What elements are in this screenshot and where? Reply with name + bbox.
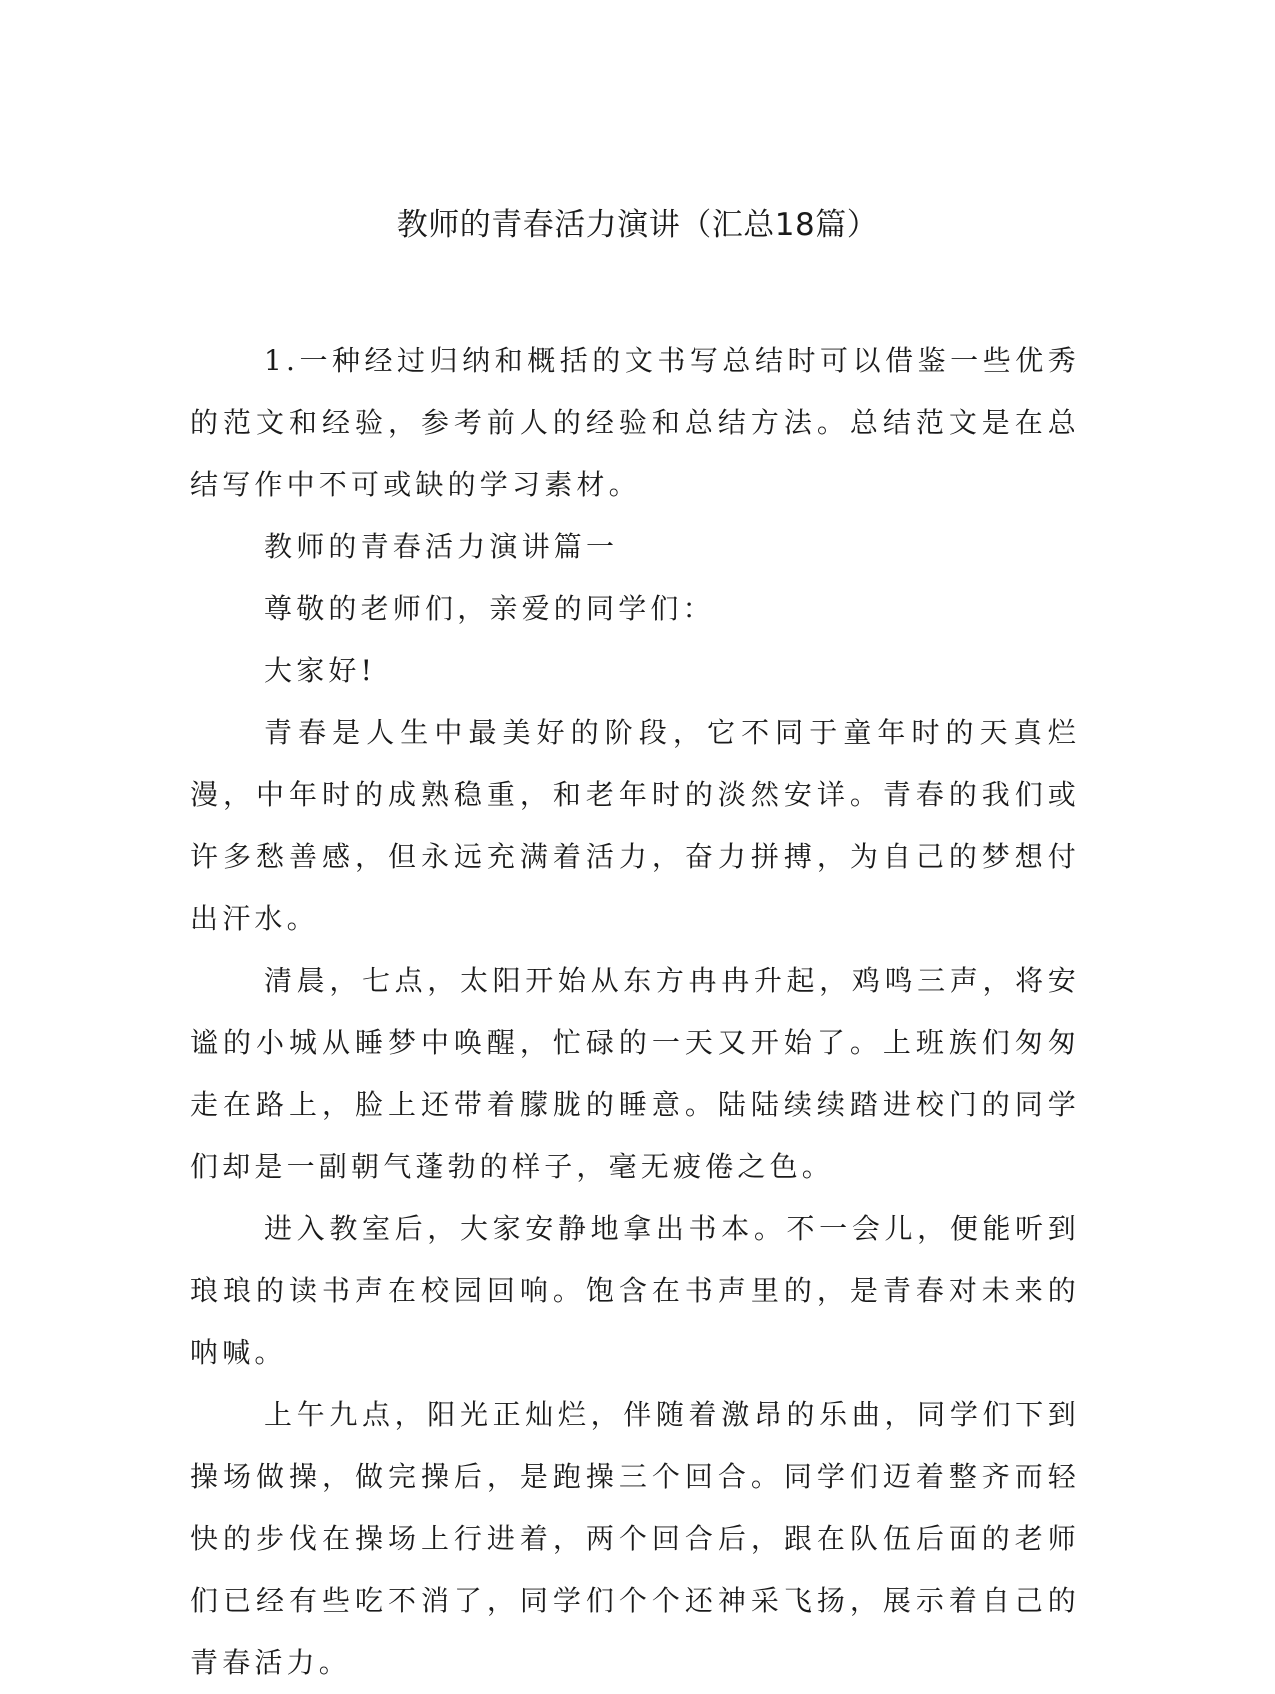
paragraph-morning: 清晨，七点，太阳开始从东方冉冉升起，鸡鸣三声，将安谧的小城从睡梦中唤醒，忙碌的一天又开始了。上班族们匆匆走在路上，脸上还带着朦胧的睡意。陆陆续续踏进校门的同学们却是一副朝气蓬勃的样子，毫无疲倦之色。 — [190, 964, 1080, 1183]
paragraph-youth: 青春是人生中最美好的阶段，它不同于童年时的天真烂漫，中年时的成熟稳重，和老年时的淡然安详。青春的我们或许多愁善感，但永远充满着活力，奋力拼搏，为自己的梦想付出汗水。 — [190, 716, 1080, 935]
paragraph-exercise: 上午九点，阳光正灿烂，伴随着激昂的乐曲，同学们下到操场做操，做完操后，是跑操三个回合。同学们迈着整齐而轻快的步伐在操场上行进着，两个回合后，跟在队伍后面的老师们已经有些吃不消了，同学们个个还神采飞扬，展示着自己的青春活力。 — [190, 1398, 1080, 1679]
greeting: 大家好! — [264, 654, 377, 687]
paragraph-classroom: 进入教室后，大家安静地拿出书本。不一会儿，便能听到琅琅的读书声在校园回响。饱含在书声里的，是青春对未来的呐喊。 — [190, 1212, 1080, 1369]
salutation: 尊敬的老师们，亲爱的同学们： — [264, 592, 715, 625]
document-body — [190, 330, 1080, 1694]
section-heading: 教师的青春活力演讲篇一 — [264, 530, 619, 563]
paragraph-intro: 1.一种经过归纳和概括的文书写总结时可以借鉴一些优秀的范文和经验，参考前人的经验和总结方法。总结范文是在总结写作中不可或缺的学习素材。 — [190, 344, 1080, 501]
document-title: 教师的青春活力演讲（汇总18篇） — [396, 207, 879, 243]
